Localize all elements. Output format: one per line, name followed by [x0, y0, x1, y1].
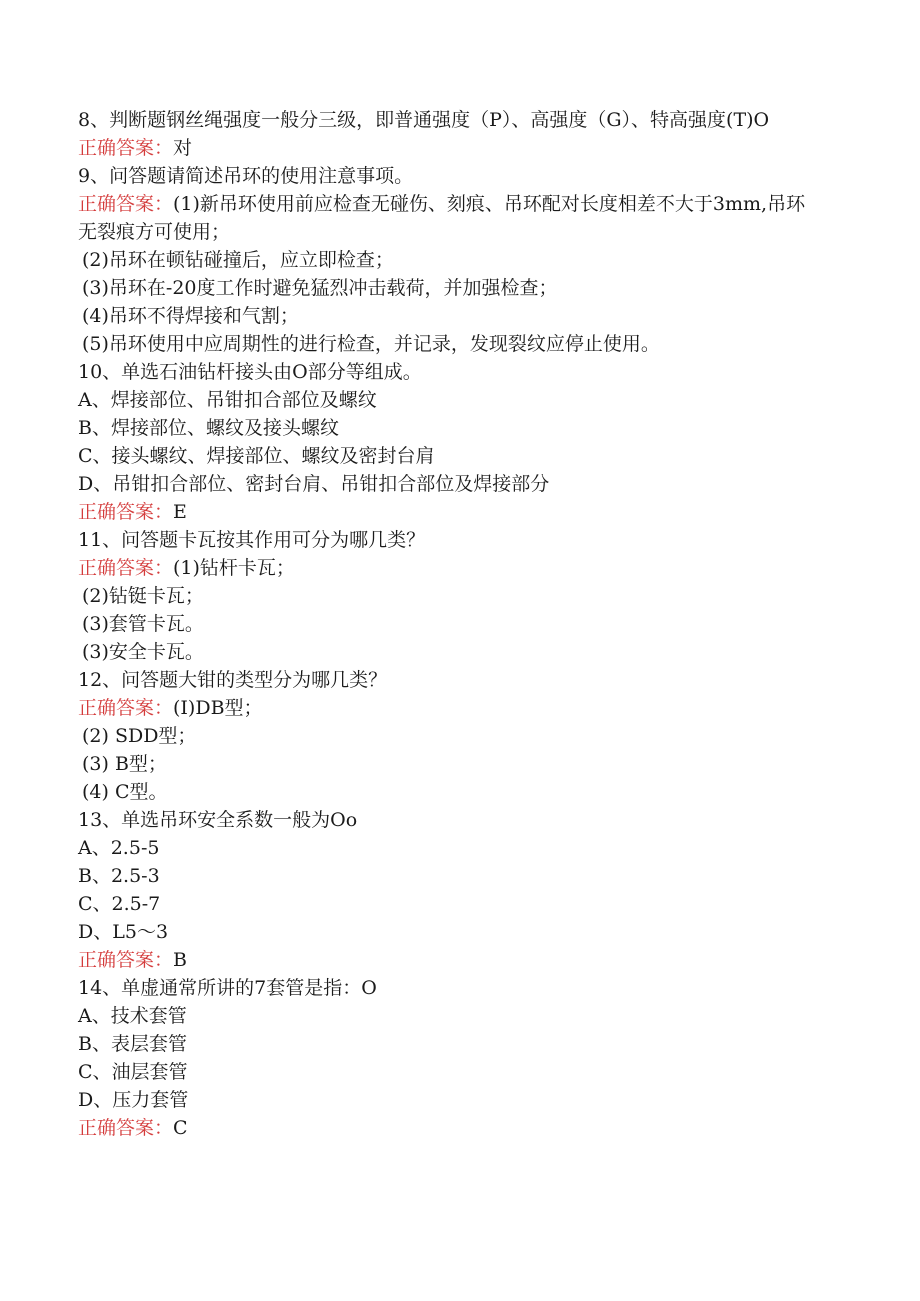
question-13-text: 13、单选吊环安全系数一般为Oo	[78, 809, 358, 831]
option-b: B、2.5-3	[78, 865, 160, 887]
answer-line: (4)吊环不得焊接和气割；	[82, 305, 299, 327]
question-9-text: 9、问答题请简述吊环的使用注意事项。	[78, 165, 414, 187]
answer-label: 正确答案：	[78, 557, 174, 579]
answer-value: C	[173, 1117, 188, 1139]
option-c: C、油层套管	[78, 1061, 188, 1083]
answer-value: 对	[173, 137, 193, 159]
question-11-answer	[78, 554, 808, 582]
answer-value: (1)新吊环使用前应检查无碰伤、刻痕、吊环配对长度相差不大于3mm,吊环无裂痕方可使用；	[78, 193, 806, 243]
option-d: D、L5～3	[78, 921, 169, 943]
question-12-text: 12、问答题大钳的类型分为哪几类？	[78, 669, 388, 691]
answer-label: 正确答案：	[78, 1117, 174, 1139]
option-d: D、吊钳扣合部位、密封台肩、吊钳扣合部位及焊接部分	[78, 473, 550, 495]
answer-value: B	[173, 949, 187, 971]
question-8-answer	[78, 134, 808, 162]
answer-label: 正确答案：	[78, 193, 174, 215]
answer-line: (3)吊环在-20度工作时避免猛烈冲击载荷，并加强检查；	[82, 277, 558, 299]
question-10-answer	[78, 498, 808, 526]
option-a: A、技术套管	[78, 1005, 187, 1027]
answer-line: (4) C型。	[82, 781, 168, 803]
answer-line: (3) B型；	[82, 753, 167, 775]
answer-line: (3)安全卡瓦。	[82, 641, 204, 663]
answer-label: 正确答案：	[78, 949, 174, 971]
option-c: C、接头螺纹、焊接部位、螺纹及密封台肩	[78, 445, 435, 467]
question-10-text: 10、单选石油钻杆接头由O部分等组成。	[78, 361, 422, 383]
answer-line: (2)吊环在顿钻碰撞后，应立即检查；	[82, 249, 394, 271]
question-13-answer	[78, 946, 808, 974]
option-a: A、2.5-5	[78, 837, 160, 859]
answer-value: E	[173, 501, 187, 523]
option-a: A、焊接部位、吊钳扣合部位及螺纹	[78, 389, 377, 411]
option-d: D、压力套管	[78, 1089, 189, 1111]
answer-value: (1)钻杆卡瓦；	[173, 557, 295, 579]
question-9-answer	[78, 190, 808, 246]
answer-line: (3)套管卡瓦。	[82, 613, 204, 635]
option-c: C、2.5-7	[78, 893, 161, 915]
question-8-text: 8、判断题钢丝绳强度一般分三级，即普通强度（P）、高强度（G）、特高强度(T)O	[78, 109, 770, 131]
answer-label: 正确答案：	[78, 137, 174, 159]
answer-line: (2) SDD型；	[82, 725, 197, 747]
answer-value: (I)DB型；	[173, 697, 263, 719]
answer-line: (5)吊环使用中应周期性的进行检查，并记录，发现裂纹应停止使用。	[82, 333, 660, 355]
document-page	[78, 106, 808, 1142]
answer-line: (2)钻铤卡瓦；	[82, 585, 204, 607]
question-14-text: 14、单虚通常所讲的7套管是指：O	[78, 977, 377, 999]
question-12-answer	[78, 694, 808, 722]
option-b: B、表层套管	[78, 1033, 187, 1055]
answer-label: 正确答案：	[78, 501, 174, 523]
option-b: B、焊接部位、螺纹及接头螺纹	[78, 417, 339, 439]
question-14-answer	[78, 1114, 808, 1142]
answer-label: 正确答案：	[78, 697, 174, 719]
question-11-text: 11、问答题卡瓦按其作用可分为哪几类？	[78, 529, 426, 551]
